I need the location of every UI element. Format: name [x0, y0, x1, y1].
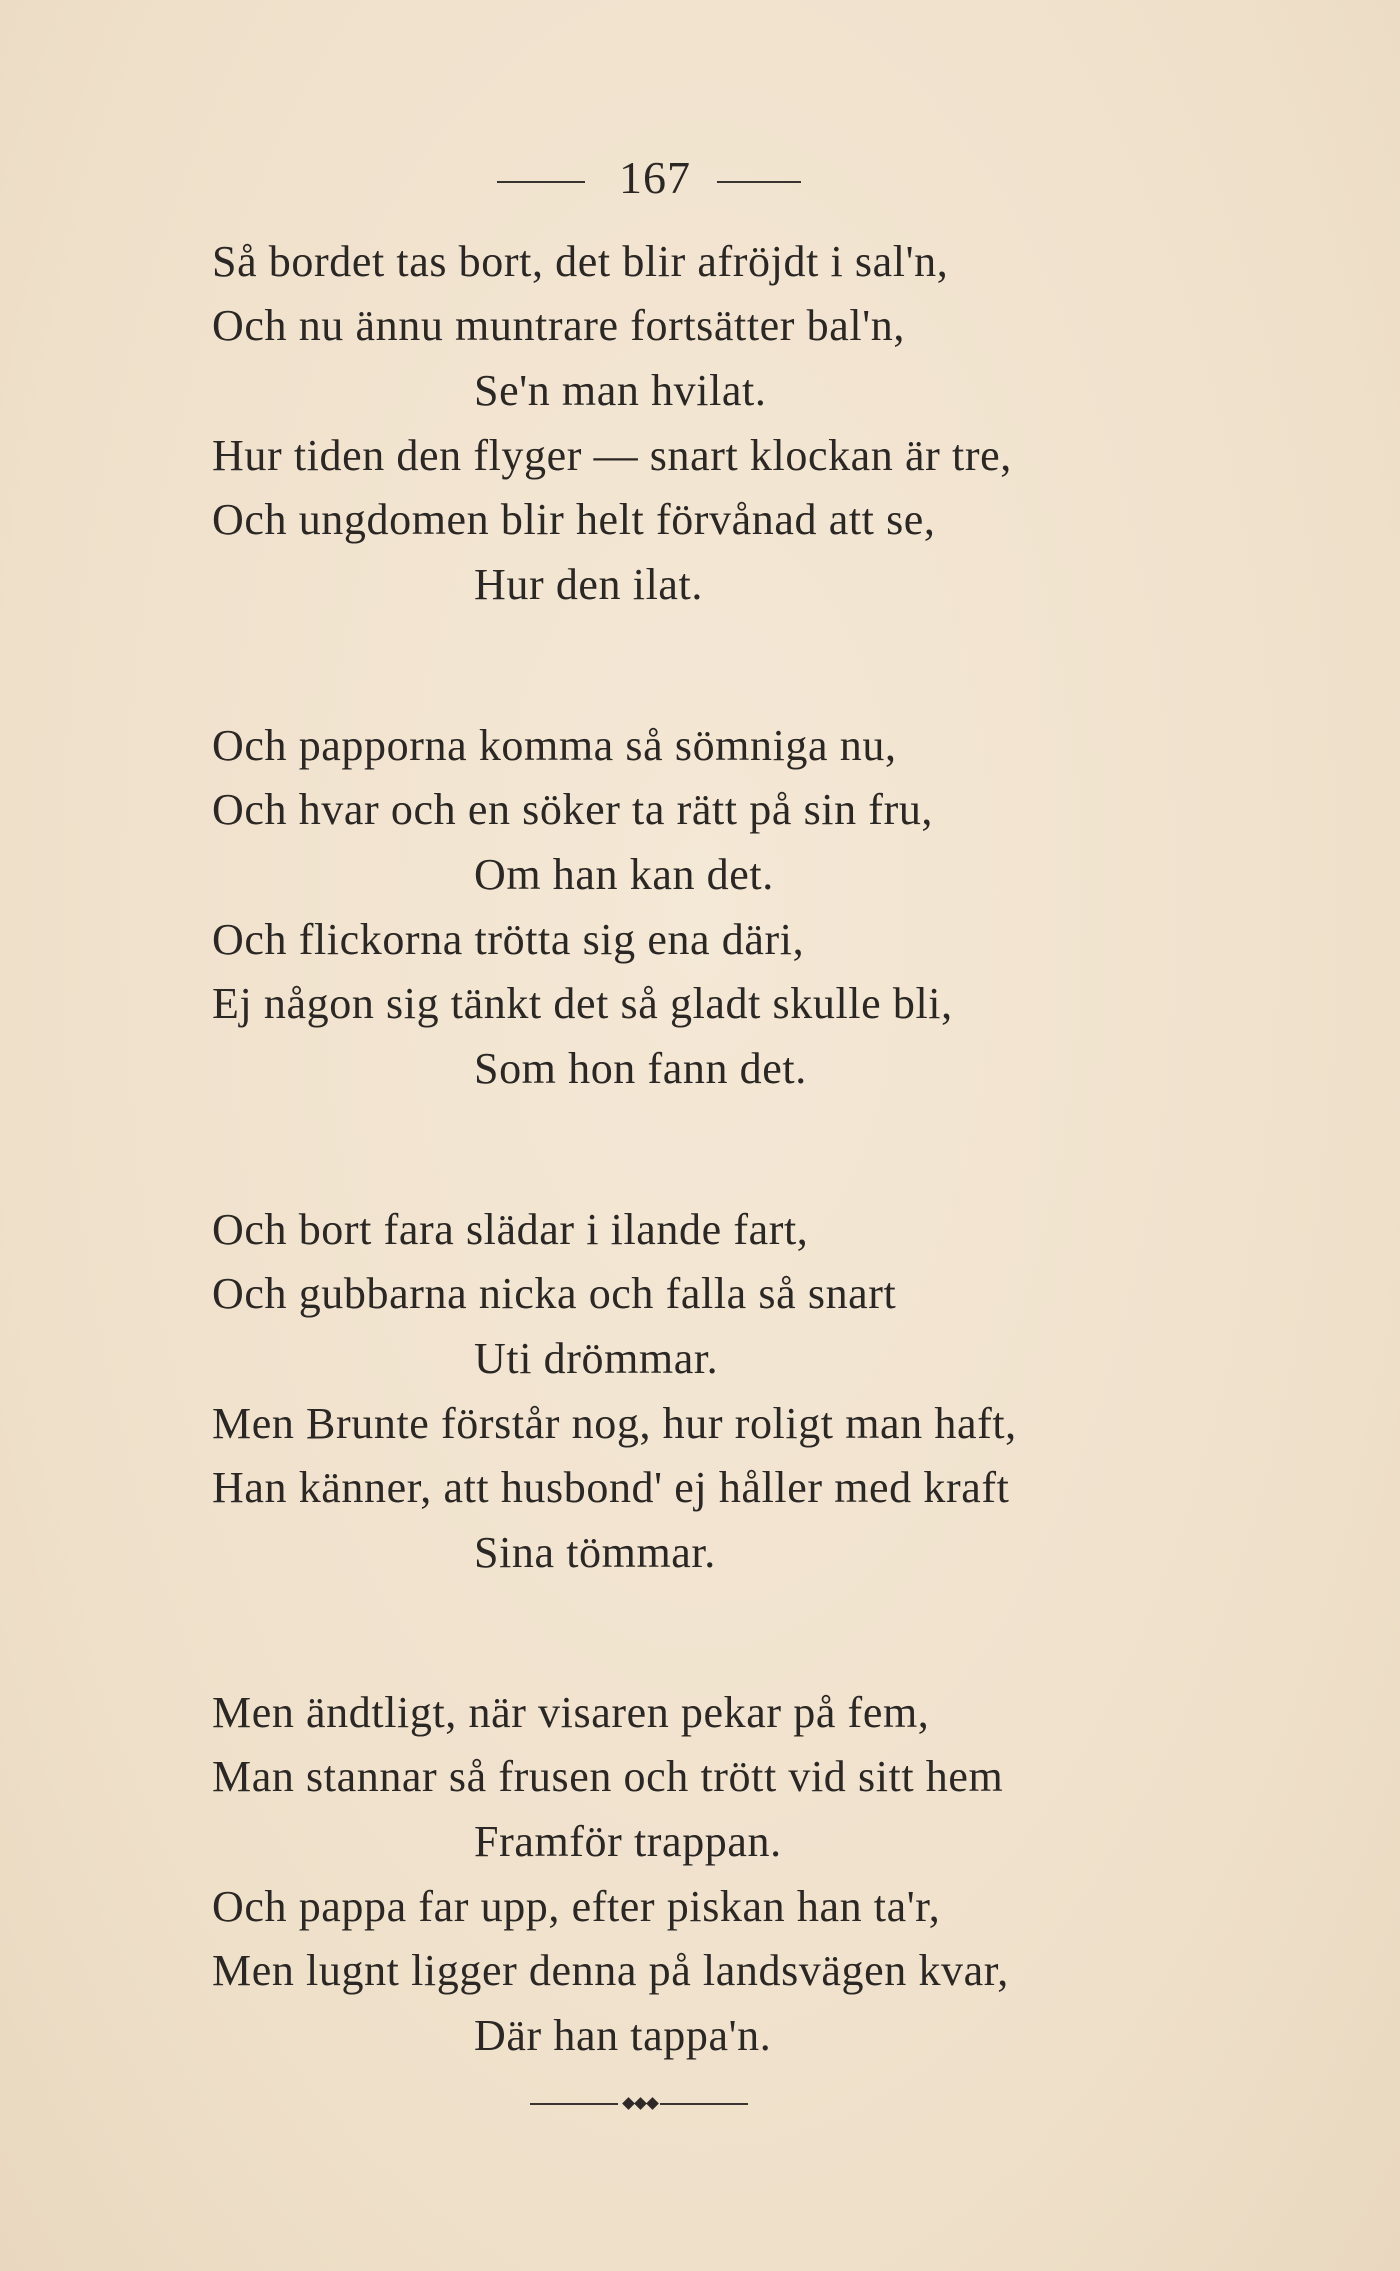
- page-header: [0, 148, 1400, 208]
- poem-line: Hur tiden den flyger — snart klockan är tre,: [212, 431, 1012, 480]
- poem-line: Så bordet tas bort, det blir afröjdt i sal'n,: [212, 237, 949, 286]
- diamond-icon: [634, 2097, 647, 2110]
- poem-line: Men lugnt ligger denna på landsvägen kvar,: [212, 1946, 1009, 1995]
- poem-line: Och ungdomen blir helt förvånad att se,: [212, 495, 936, 544]
- poem-line: Man stannar så frusen och trött vid sitt hem: [212, 1752, 1004, 1801]
- poem-line: Och hvar och en söker ta rätt på sin fru,: [212, 785, 934, 834]
- poem-line: Ej någon sig tänkt det så gladt skulle bli,: [212, 979, 953, 1028]
- poem-line-refrain: Där han tappa'n.: [474, 2011, 772, 2060]
- end-ornament: [530, 2093, 750, 2115]
- poem-line: Men Brunte förstår nog, hur roligt man haft,: [212, 1399, 1017, 1448]
- poem-line: Och pappa far upp, efter piskan han ta'r,: [212, 1882, 941, 1931]
- header-rule-right: [717, 181, 801, 183]
- poem-line: Han känner, att husbond' ej håller med kraft: [212, 1463, 1010, 1512]
- diamond-icon: [622, 2097, 635, 2110]
- poem-line-refrain: Om han kan det.: [474, 850, 774, 899]
- poem-line: Och gubbarna nicka och falla så snart: [212, 1269, 897, 1318]
- poem-line: Och bort fara slädar i ilande fart,: [212, 1205, 809, 1254]
- poem-line: Och nu ännu muntrare fortsätter bal'n,: [212, 301, 905, 350]
- poem-line-refrain: Se'n man hvilat.: [474, 366, 767, 415]
- ornament-rule-right: [660, 2103, 748, 2105]
- ornament-rule-left: [530, 2103, 618, 2105]
- poem-line-refrain: Som hon fann det.: [474, 1044, 807, 1093]
- poem-line: Men ändtligt, när visaren pekar på fem,: [212, 1688, 930, 1737]
- poem-line-refrain: Hur den ilat.: [474, 560, 703, 609]
- poem-line-refrain: Uti drömmar.: [474, 1334, 719, 1383]
- poem-line: Och papporna komma så sömniga nu,: [212, 721, 897, 770]
- poem-line-refrain: Framför trappan.: [474, 1817, 782, 1866]
- header-rule-left: [497, 181, 585, 183]
- poem-line-refrain: Sina tömmar.: [474, 1528, 716, 1577]
- poem-line: Och flickorna trötta sig ena däri,: [212, 915, 805, 964]
- page-number: 167: [619, 152, 691, 203]
- diamond-icon: [646, 2097, 659, 2110]
